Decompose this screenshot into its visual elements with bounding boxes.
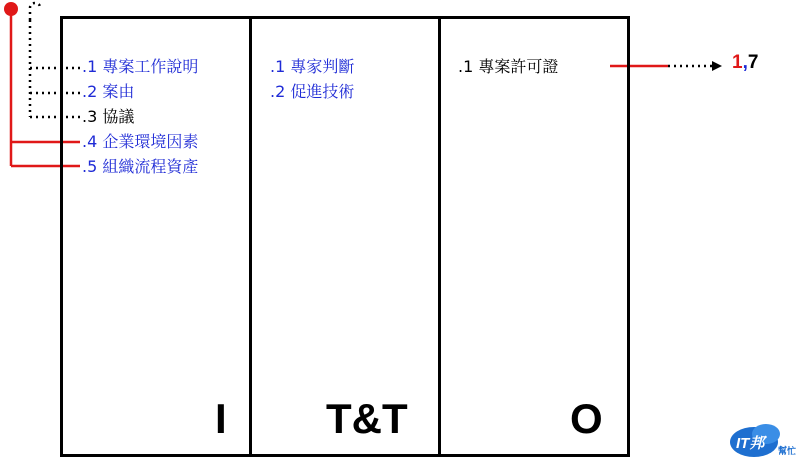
outputs-big-label: O — [570, 395, 603, 442]
input-item-5-text: 組織流程資產 — [102, 157, 199, 176]
logo-text: IT邦 — [736, 435, 765, 452]
input-item-3 — [82, 107, 134, 127]
tool-item-1-num: .1 — [270, 57, 286, 76]
input-item-4 — [82, 132, 198, 152]
tool-item-2-num: .2 — [270, 82, 286, 101]
output-reference-first: 1 — [732, 52, 743, 73]
output-reference-second: 7 — [747, 52, 759, 73]
tools-big-label: T&T — [326, 395, 408, 442]
input-item-2-num: .2 — [82, 82, 98, 101]
dotted-connector-hook — [30, 3, 40, 20]
output-item-1-num: .1 — [458, 57, 474, 76]
input-item-2 — [82, 82, 134, 102]
input-item-5 — [82, 157, 198, 177]
output-reference-separator: , — [742, 52, 748, 73]
output-item-1-text: 專案許可證 — [478, 57, 559, 76]
output-arrow-head — [712, 61, 722, 71]
tool-item-2 — [270, 82, 354, 102]
input-item-1-text: 專案工作說明 — [102, 57, 199, 76]
logo-subtext: 幫忙 — [778, 447, 797, 457]
input-item-3-text: 協議 — [102, 107, 135, 126]
tool-item-1 — [270, 57, 354, 77]
input-item-5-num: .5 — [82, 157, 98, 176]
outputs-column — [438, 16, 630, 457]
input-item-3-num: .3 — [82, 107, 98, 126]
inputs-big-label: I — [215, 395, 227, 442]
red-connector-dot — [4, 2, 18, 16]
input-item-1 — [82, 57, 198, 77]
input-item-2-text: 案由 — [102, 82, 135, 101]
ithome-logo — [728, 420, 800, 460]
input-item-1-num: .1 — [82, 57, 98, 76]
input-item-4-text: 企業環境因素 — [102, 132, 199, 151]
tool-item-1-text: 專家判斷 — [290, 57, 355, 76]
output-reference — [732, 53, 758, 73]
output-item-1 — [458, 57, 558, 77]
tool-item-2-text: 促進技術 — [290, 82, 355, 101]
input-item-4-num: .4 — [82, 132, 98, 151]
